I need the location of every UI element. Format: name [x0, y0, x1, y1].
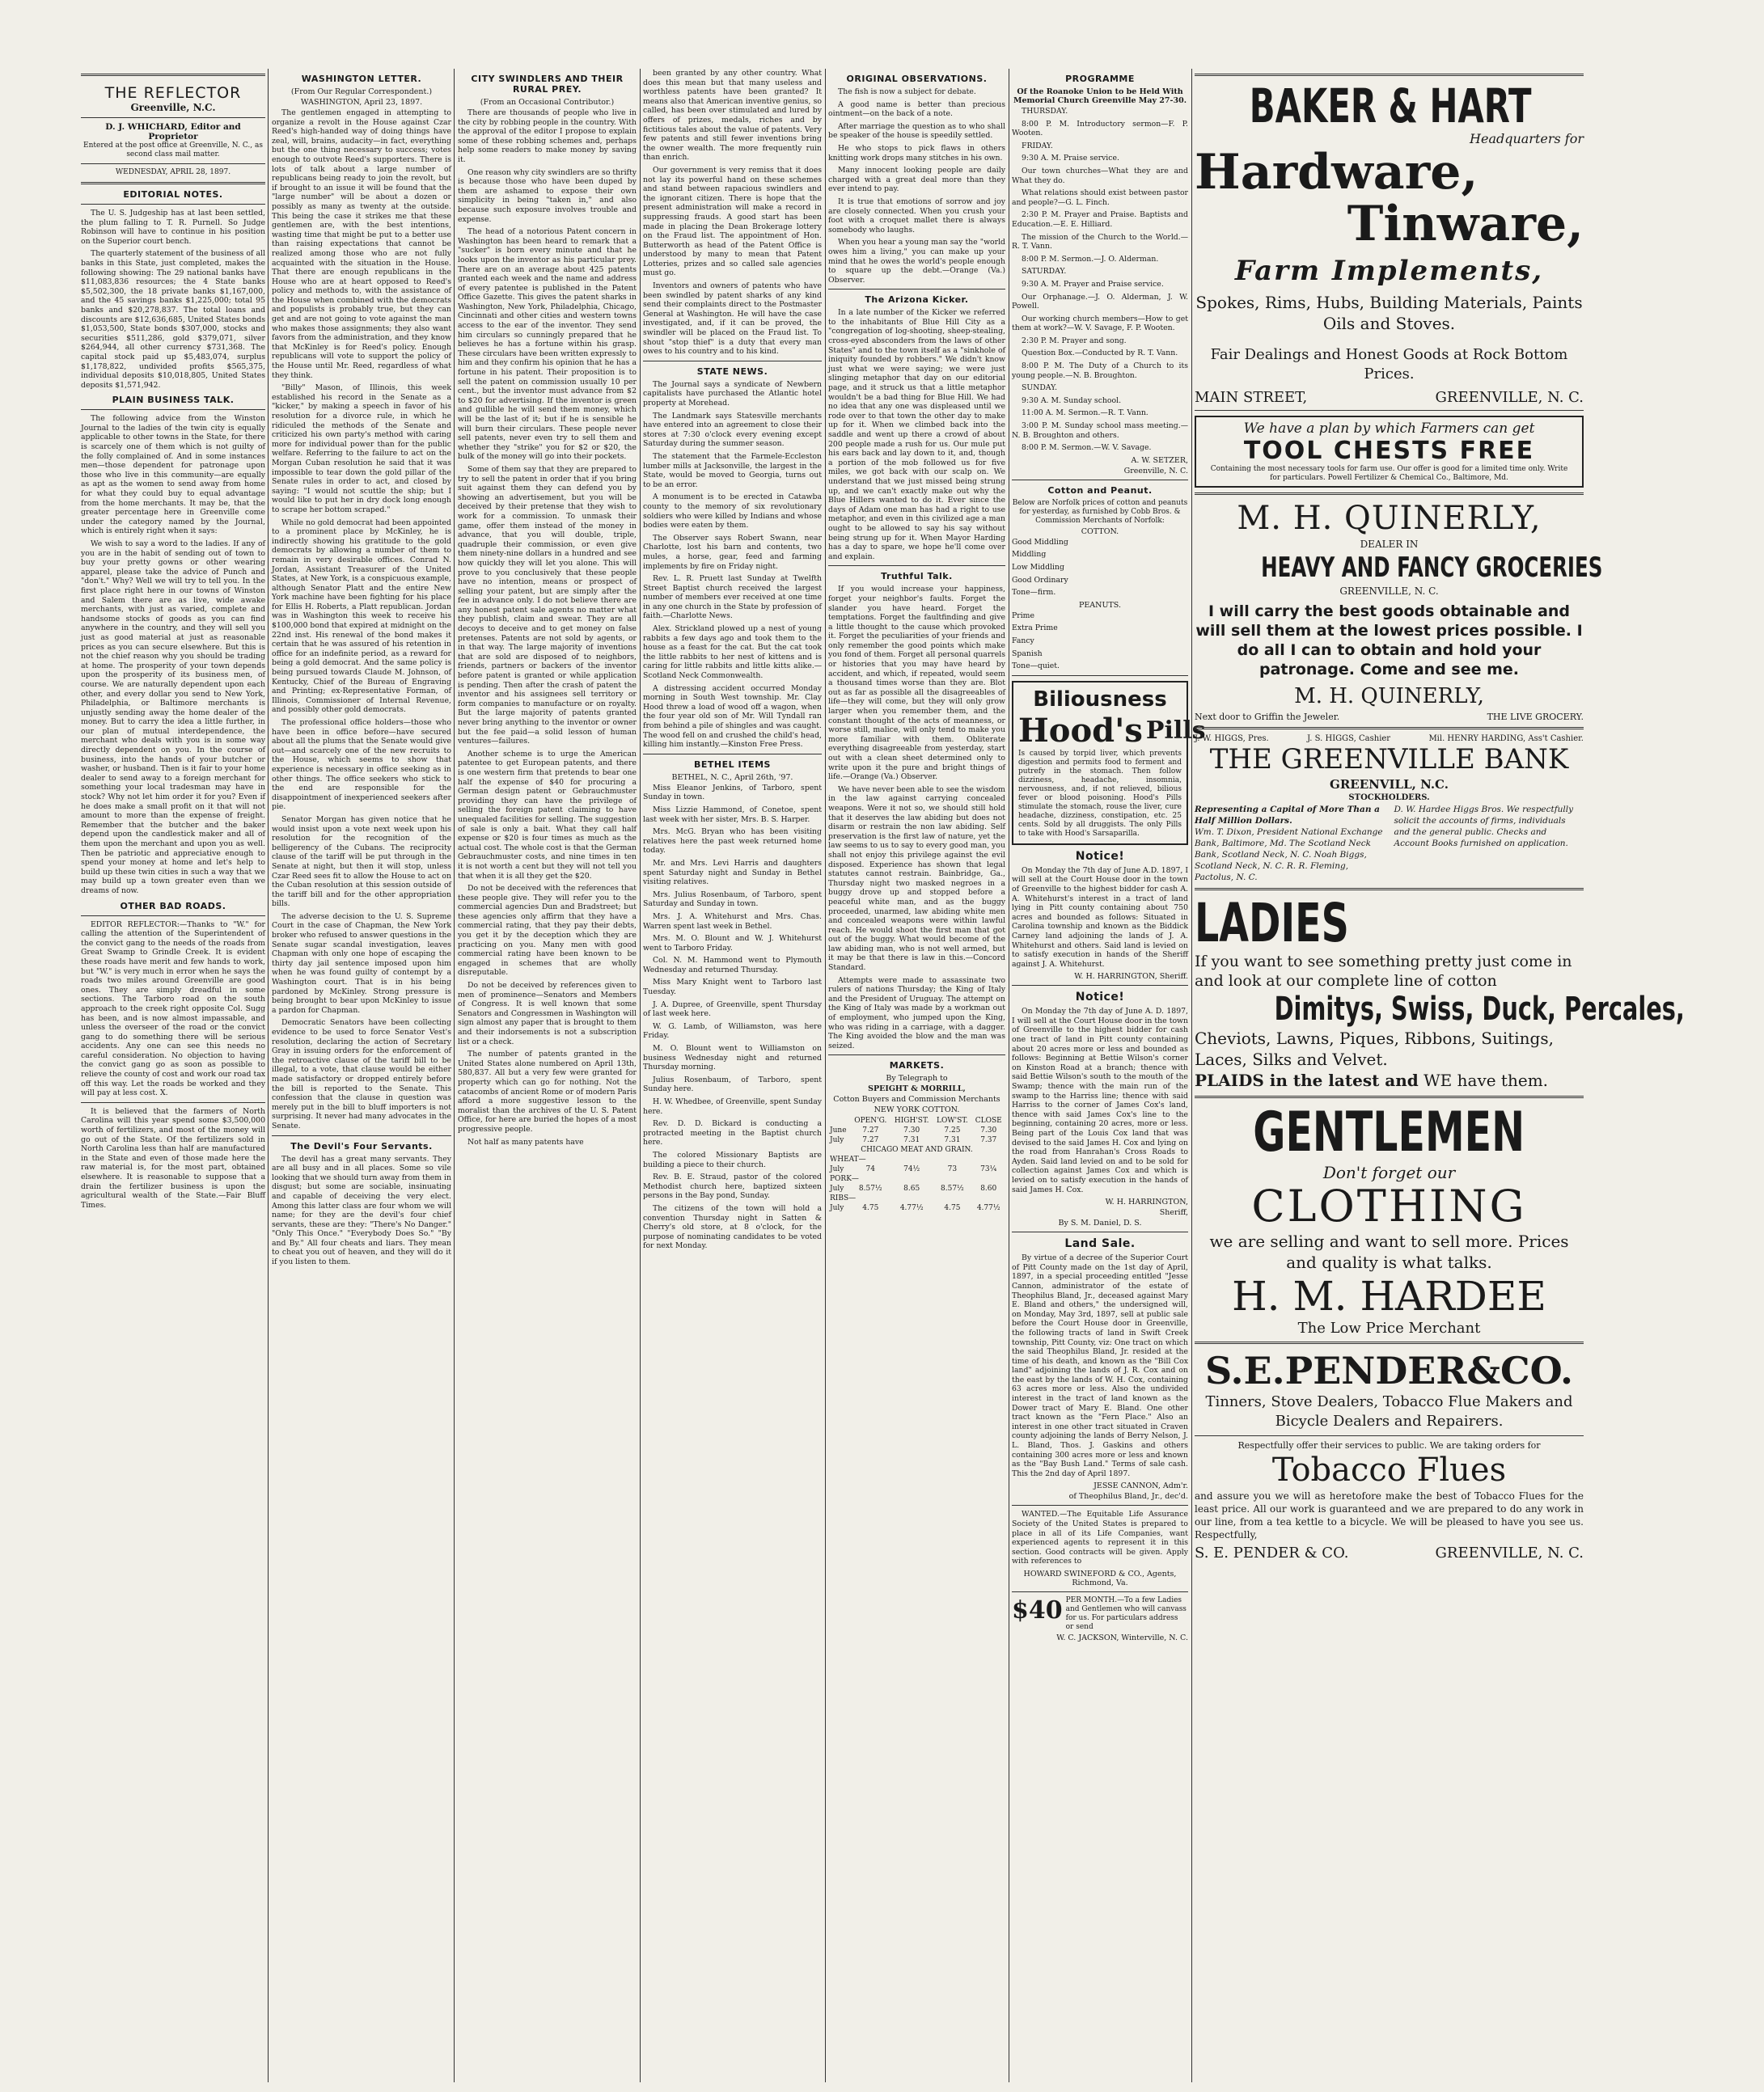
column-5: [828, 69, 1005, 1213]
paragraph: We wish to say a word to the ladies. If any of you are in the habit of sending out of town to buy your pretty gowns or other wearing apparel, please take the advice of Punch and "don't." Why? Well we will try to tell you. In the first place right here in our towns of Winston and Salem there are as live, wide awake merchants, with just as varied, complete and handsome stocks of goods as you can find anywhere in the country, and they will sell you just as good material at just as reasonable prices as you can secure elsewhere. But this is not the chief reason why you should be trading at home. The prosperity of your town depends upon the prosperity of its business men, of course. We are naturally dependent upon each other, and every dollar you send to New York, Philadelphia, or Baltimore merchants is unjustly sending away the home dealer of the money. But to carry the idea a little further, in our plan of mutual interdependence, the merchant who deals with you is in some way directly dependent on you. In the course of business, into the hands of your butcher or washer, or husband. Then is it fair to your home dealer to send away to a foreign merchant for something your local tradesman may have in stock? Why not let him order it for you? Even if he does make a small profit on it that will not amount to more than the expense of freight. Remember that the butcher and the baker depend upon the candlestick maker and all of them upon the merchant and upon you as well. Then be patriotic and appreciative enough to spend your money at home and let's help to build up these twin cities in such a way that we may build up a town greater even than we dreams of now.: [81, 539, 265, 895]
table-cell: 8.57½: [941, 1185, 964, 1194]
bank-town: GREENVILL, N.C.: [1330, 777, 1449, 792]
bethel-heading: BETHEL ITEMS: [694, 759, 771, 770]
wheat-label: WHEAT—: [830, 1156, 866, 1164]
column-6: [1012, 69, 1206, 1644]
list-item: Rev. D. D. Bickard is conducting a protracted meeting in the Baptist church here.: [643, 1119, 822, 1147]
paragraph: Do not be deceived with the references that these people give. They will refer you to the commercial agencies Dun and Bradstreet; but these agencies only affirm that they have a commercial rating, that they pay their debts, you get it by the deception which they are practicing on you. Many men with good commercial rating have been known to be engaged in schemes that are wholly disreputable.: [458, 884, 637, 978]
hoods-brand: Hood's: [1018, 711, 1143, 750]
table-cell: July: [830, 1185, 844, 1194]
cotton-heading: Cotton and Peanut.: [1047, 484, 1153, 496]
list-item: Question Box.—Conducted by R. T. Vann.: [1022, 349, 1178, 358]
masthead-editor: D. J. WHICHARD, Editor and Proprietor: [105, 122, 241, 142]
paragraph: The gentlemen engaged in attempting to organize a revolt in the House against Czar Reed's high-handed way of doing things have zeal, will, brains, audacity—in fact, everything but the one thing necessary to success; votes enough to outvote Reed's supporters. There is lots of talk about a large number of republicans being ready to join the revolt, but if brought to an issue it will be found that the "large number" will be about a dozen or possibly as many as twenty at the outside. This being the case it strikes me that these gentlemen are, with the best intentions, wasting time that might be put to a better use than raising expectations that cannot be realized among those who are not fully acquainted with the situation in the House. That there are enough republicans in the House who are at heart opposed to Reed's policy and methods to, with the assistance of the House when combined with the democrats and populists is probably true, but they can get and are not going to vote against the man who makes those assignments; they also want favors from the administration, and they know that McKinley is for Reed's policy. Enough republicans will vote to support the policy of the House until Mr. Reed, regardless of what they think.: [272, 108, 451, 380]
list-item: Extra Prime: [1012, 623, 1058, 633]
paragraph: Democratic Senators have been collecting evidence to be used to force Senator Vest's resolution, declaring the action of Secretary Gray in issuing orders for the enforcement of the retroactive clause of the tariff bill to be illegal, to a vote, that clause would be either made satisfactory or dropped entirely before the bill is reported to the Senate. This confession that the clause in question was merely put in the bill to bluff importers is not surprising. It never had many advocates in the Senate.: [272, 1018, 451, 1131]
notice1-sign: W. H. HARRINGTON, Sheriff.: [1074, 972, 1188, 982]
paragraph: "Billy" Mason, of Illinois, this week established his record in the Senate as a "kicker," by making a speech in favor of his resolution for a divorce rule, in which he ridiculed the methods of the Senate and criticized his own party's method with caring more for individual power than for the public welfare. Referring to the failure to act on the Morgan Cuban resolution he said that it was impossible to tear down the gold pillar of the Senate rules in order to act, and closed by saying: "I would not scuttle the ship; but I would like to put her in dry dock long enough to scrape her bottom scraped.": [272, 383, 451, 514]
masthead-place: Greenville, N.C.: [130, 102, 216, 113]
column-2: [272, 69, 451, 1270]
list-item: 9:30 A. M. Prayer and Praise service.: [1022, 279, 1164, 289]
quinerly-dealer: DEALER IN: [1360, 539, 1419, 550]
paragraph: The devil has a great many servants. They are all busy and in all places. Some so vile looking that we should turn away from them in disgust; but some are sociable, insinuating and capable of deceiving the very elect. Among this latter class are four whom we will name; for they are the devil's four chief servants, these are they: "There's No Danger." "Only This Once." "Everybody Does So." "By and By." All four cheats and liars. They mean to cheat you out of heaven, and they will do it if you listen to them.: [272, 1154, 451, 1267]
list-item: 9:30 A. M. Praise service.: [1022, 154, 1119, 163]
markets-table: [828, 1116, 1005, 1213]
table-cell: 7.27: [862, 1126, 879, 1135]
list-item: Mr. and Mrs. Levi Harris and daughters spent Saturday night and Sunday in Bethel visiting relatives.: [643, 858, 822, 887]
baker-hart-town: GREENVILLE, N. C.: [1435, 389, 1584, 406]
list-item: Spanish: [1012, 649, 1043, 658]
paragraph: Some of them say that they are prepared to try to sell the patent in order that if you bring suit against them they can defend you by showing an advertisement, but you will be deceived by their pretense that they wish to work for a commission. To unmask their game, offer them instead of the money in advance, that you will double, triple, quadruple their commission, or even give them ninety-nine dollars in a hundred and see how quickly they will let you alone. This will prove to you conclusively that these people have no intention, means or prospect of selling your patent, but are simply after the fee in advance only. I do not believe there are any honest patent sale agents no matter what they publish, claim and swear. They are all decoys to deceive and to get money on false pretenses. Patents are not sold by agents, or in that way. The large majority of inventions that are sold are disposed of to neighbors, friends, partners or backers of the inventor before patent is granted or while application is pending. Then after the crash of patent the inventor and his assignees sell territory or form companies to manufacture or on royalty. But the large majority of patents granted never bring anything to the inventor or owner but the fee paid—a solid lesson of human ventures—failures.: [458, 464, 637, 746]
quinerly-ad: [1195, 500, 1603, 722]
paragraph: EDITOR REFLECTOR:—Thanks to "W." for calling the attention of the Superintendent of the convict gang to the needs of the roads from Great Swamp to Grindle Creek. It is evident these roads have merit and few hands to work, but "W." is very much in error when he says the roads two miles around Greenville are good ones. They are simply dreadful in some sections. The Tarboro road on the south approach to the creek right opposite Col. Sugg has been, and is now almost impassable, and unless the overseer of the road or the convict gang to do something there will be serious accidents. Any one can see this needs no careful consideration. No objection to having the convict gang go as soon as possible to relieve the county of cost and work our road tax off this way. Let the roads be worked and they will pay at less cost. X.: [81, 919, 265, 1098]
table-header: HIGH'ST.: [894, 1117, 929, 1126]
list-item: The fish is now a subject for debate.: [838, 87, 976, 96]
list-item: He who stops to pick flaws in others knitting work drops many stitches in his own.: [828, 143, 1005, 163]
table-cell: 4.75: [944, 1204, 961, 1213]
truthful-heading: Truthful Talk.: [881, 571, 953, 582]
hoods-title: Biliousness: [1033, 687, 1167, 712]
pender-flues: Tobacco Flues: [1271, 1452, 1507, 1489]
list-item: SATURDAY.: [1022, 267, 1067, 277]
list-item: 8:00 P. M. Introductory sermon—F. P. Wooten.: [1012, 119, 1188, 138]
quinerly-sign: M. H. QUINERLY,: [1294, 684, 1484, 708]
ribs-label: RIBS—: [830, 1194, 857, 1203]
paragraph: On Monday the 7th day of June A.D. 1897, I will sell at the Court House door in the town of Greenville to the highest bidder for cash A. A. Whitehurst's interest in a tract of land lying in Pitt county containing about 750 acres and bounded as follows: Situated in Carolina township and known as the Biddick Carney land adjoining the lands of J. A. Whitehurst and others. Said land is levied on to satisfy execution in hands of the Sheriff against J. A. Whitehurst.: [1012, 865, 1188, 969]
plain-talk-heading: PLAIN BUSINESS TALK.: [112, 395, 235, 406]
paragraph: It is believed that the farmers of North Carolina will this year spend some $3,500,000 worth of fertilizers, and most of the money will go out of the State. Of the fertilizers sold in North Carolina less than half are manufactured in the State and even of those made here the raw material is, for the most part, obtained elsewhere. It is reasonable to suppose that a drain the fertilizer business is upon the agricultural wealth of the State.—Fair Bluff Times.: [81, 1106, 265, 1210]
notice1-heading: Notice!: [1075, 849, 1125, 863]
table-row: [828, 1164, 1005, 1174]
list-item: Rev. B. E. Straud, pastor of the colored Methodist church here, baptized sixteen persons in the Bay pond, Sunday.: [643, 1173, 822, 1201]
table-header: OPEN'G.: [854, 1117, 887, 1126]
swindlers-heading: CITY SWINDLERS AND THEIR RURAL PREY.: [471, 74, 624, 95]
programme-heading: PROGRAMME: [1065, 74, 1135, 84]
list-item: Mrs. J. A. Whitehurst and Mrs. Chas. Warren spent last week in Bethel.: [643, 911, 822, 931]
paragraph: The Observer says Robert Swann, near Charlotte, lost his barn and contents, two mules, a horse, gear, feed and farming implements by fire on Friday night.: [643, 533, 822, 571]
list-item: Miss Mary Knight went to Tarboro last Tuesday.: [643, 978, 822, 997]
chicago-heading: CHICAGO MEAT AND GRAIN.: [861, 1146, 973, 1155]
list-item: Mrs. McG. Bryan who has been visiting relatives here the past week returned home today.: [643, 827, 822, 856]
bad-roads-heading: OTHER BAD ROADS.: [120, 900, 226, 911]
markets-heading: MARKETS.: [889, 1060, 945, 1071]
programme-items: [1012, 107, 1188, 453]
bank-officer: Mil. HENRY HARDING, Ass't Cashier.: [1428, 734, 1584, 743]
paragraph: One reason why city swindlers are so thrifty is because those who have been duped by them are ashamed to expose their own simplicity in being "taken in," and also because such exposure involves trouble and expense.: [458, 167, 637, 224]
gentlemen-title: GENTLEMEN: [1253, 1101, 1525, 1164]
list-item: 3:00 P. M. Sunday school mass meeting.—N. B. Broughton and others.: [1012, 421, 1188, 440]
paragraph: A distressing accident occurred Monday morning in South West township. Mr. Clay Hood threw a load of wood off a wagon, when the four year old son of Mr. Will Tyndall ran from behind a pile of shingles and was caught. The wood fell on and crushed the child's head, killing him instantly.—Kinston Free Press.: [643, 683, 822, 750]
list-item: Our working church members—How to get them at work?—W. V. Savage, F. P. Wooten.: [1012, 314, 1188, 333]
paragraph: Our government is very remiss that it does not lay its powerful hand on these schemes and stand between rapacious swindlers and the ignorant citizen. There is hope that the present administration will make a record in suppressing frauds. A good start has been made in placing the Dean Brokerage lottery on the Fraud list. The appointment of Hon. Butterworth as head of the Patent Office is understood by many to mean that Patent Lotteries, prizes and so called sale agencies must go.: [643, 165, 822, 278]
list-item: It is true that emotions of sorrow and joy are closely connected. When you crush your foot with a croquet mallet there is always somebody who laughs.: [828, 197, 1005, 235]
markets-desc: Cotton Buyers and Commission Merchants: [833, 1095, 1000, 1105]
table-cell: 8.65: [903, 1185, 920, 1194]
list-item: THURSDAY.: [1022, 107, 1068, 116]
state-news-heading: STATE NEWS.: [696, 366, 768, 377]
hoods-desc: Is caused by torpid liver, which prevents digestion and permits food to ferment and putrefy in the stomach. Then follow dizziness, headache, insomnia, nervousness, and, if not relieved, bilious fever or blood poisoning. Hood's Pills stimulate the stomach, rouse the liver, cure headache, dizziness, constipation, etc. 25 cents. Sold by all druggists. The only Pills to take with Hood's Sarsaparilla.: [1018, 749, 1182, 838]
list-item: 8:00 P. M. Sermon.—J. O. Alderman.: [1022, 254, 1159, 264]
paragraph: By virtue of a decree of the Superior Court of Pitt County made on the 1st day of April, 1897, in a special proceeding entitled "Jesse Cannon, administrator of the estate of Theophilus Bland, Jr., deceased against Mary E. Bland and others," the undersigned will, on Monday, May 3rd, 1897, sell at public sale before the Court House door in Greenville, the following tracts of land in Swift Creek township, Pitt County, viz: One tract on which the said Theophilus Bland, Jr. resided at the time of his death, and known as the "Bill Cox land" adjoining the lands of J. R. Cox and on the east by the lands of W. H. Cox, containing 63 acres more or less. Also the undivided interest in the tract of land known as the Dower tract of Mary E. Bland. One other tract known as the "Fern Place." Also an interest in one other tract situated in Craven county adjoining the lands of Berry Nelson, J. L. Bland, Thos. J. Gaskins and others containing 300 acres more or less and known as the "Bay Bush Land." Terms of sale cash. This the 2nd day of April 1897.: [1012, 1253, 1188, 1478]
pender-sign: S. E. PENDER & CO.: [1195, 1545, 1349, 1562]
programme-sign-town: Greenville, N. C.: [1123, 466, 1188, 475]
column-rule: [454, 69, 455, 2082]
list-item: W. G. Lamb, of Williamston, was here Friday.: [643, 1021, 822, 1041]
programme-sub: Of the Roanoke Union to be Held With Memorial Church Greenville May 27-30.: [1013, 87, 1187, 105]
table-row: [828, 1135, 1005, 1145]
cotton-label: COTTON.: [1081, 526, 1119, 536]
pender-text: Tinners, Stove Dealers, Tobacco Flue Makers and Bicycle Dealers and Repairers.: [1205, 1393, 1573, 1430]
ladies-goods: Dimitys, Swiss, Duck, Percales,: [1274, 991, 1685, 1028]
list-item: Prime: [1012, 611, 1034, 620]
table-cell: 8.60: [980, 1185, 997, 1194]
notice2-heading: Notice!: [1075, 991, 1125, 1004]
gentlemen-sub: Don't forget our: [1322, 1163, 1456, 1182]
table-cell: July: [830, 1165, 844, 1174]
list-item: SUNDAY.: [1022, 383, 1058, 393]
tool-chest-title: TOOL CHESTS FREE: [1243, 437, 1535, 465]
tool-chest-ad: [1195, 416, 1584, 488]
bank-officer: J. S. HIGGS, Cashier: [1307, 734, 1391, 743]
land-sale-sign2: of Theophilus Bland, Jr., dec'd.: [1068, 1492, 1188, 1502]
paragraph: On Monday the 7th day of June A. D. 1897, I will sell at the Court House door in the town of Greenville to the highest bidder for cash one tract of land in Pitt county containing about 20 acres more or less and bounded as follows: Beginning at Bettie Wilson's corner on Kinston Road at a branch; thence with said Bettie Wilson's south to the mouth of the Swamp; thence with the main run of the swamp to the Harriss line; thence with said Harriss to the corner of James Cox's land, thence with said James Cox's line to the beginning, containing 20 acres, more or less. Being part of the Louis Cox land that was devised to the said James H. Cox and lying on the road from Hanrahan's Cross Roads to Ayden. Said land levied on and to be sold for collection against James Cox and which is levied on to satisfy execution in the hands of said James H. Cox.: [1012, 1007, 1188, 1194]
masthead-title: THE REFLECTOR: [104, 84, 242, 102]
pork-label: PORK—: [830, 1175, 859, 1184]
paragraph: Rev. L. R. Pruett last Sunday at Twelfth Street Baptist church received the largest number of members ever received at one time in any one church in the State by profession of faith.—Charlotte News.: [643, 574, 822, 621]
baker-hart-hardware: Hardware,: [1195, 144, 1478, 201]
notice2-sign: W. H. HARRINGTON,: [1105, 1198, 1188, 1207]
table-cell: 73: [947, 1165, 958, 1174]
table-cell: 7.30: [980, 1126, 997, 1135]
table-header: CLOSE: [975, 1117, 1002, 1126]
list-item: 11:00 A. M. Sermon.—R. T. Vann.: [1022, 408, 1149, 418]
table-cell: 7.37: [980, 1136, 997, 1145]
paragraph: been granted by any other country. What does this mean but that many useless and worthless patents have been granted? It means also that American inventive genius, so called, has been over stimulated and lured by offers of prizes, medals, riches and by fictitious tales about the value of patents. Very few patents and still fewer inventions bring the owner wealth. The more frequently ruin than enrich.: [643, 69, 822, 163]
ladies-title: LADIES: [1195, 892, 1349, 954]
pender-solicit: Respectfully offer their services to public. We are taking orders for: [1237, 1440, 1541, 1451]
notice2-by: By S. M. Daniel, D. S.: [1058, 1219, 1142, 1228]
list-item: FRIDAY.: [1022, 141, 1053, 150]
washington-from: (From Our Regular Correspondent.): [290, 87, 433, 96]
column-1: [81, 69, 265, 1213]
wanted-ad: WANTED.—The Equitable Life Assurance Society of the United States is prepared to place in all of its Life Companies, want experienced agents to represent it in this section. Good contracts will be given. Apply with references to: [1012, 1510, 1188, 1566]
land-sale-heading: Land Sale.: [1064, 1237, 1136, 1251]
column-rule: [640, 69, 641, 2082]
baker-hart-ad: [1195, 78, 1584, 406]
gentlemen-clothing: CLOTHING: [1251, 1181, 1527, 1232]
washington-heading: WASHINGTON LETTER.: [301, 74, 422, 84]
bank-capital: Representing a Capital of More Than a Half Million Dollars.: [1195, 805, 1380, 826]
table-cell: 74½: [903, 1165, 920, 1174]
forty-amount: $40: [1012, 1595, 1063, 1625]
table-cell: 7.30: [903, 1126, 920, 1135]
list-item: Our town churches—What they are and What they do.: [1012, 166, 1188, 185]
list-item: Col. N. M. Hammond went to Plymouth Wednesday and returned Thursday.: [643, 956, 822, 974]
list-item: A good name is better than precious ointment—on the back of a note.: [828, 99, 1005, 119]
list-item: Many innocent looking people are daily charged with a great deal more than they ever intend to pay.: [828, 166, 1005, 194]
programme-sign: A. W. SETZER,: [1131, 455, 1188, 465]
editorial-heading: EDITORIAL NOTES.: [123, 189, 223, 200]
quinerly-town: GREENVILLE, N. C.: [1339, 585, 1439, 597]
peanut-label: PEANUTS.: [1078, 600, 1122, 610]
paragraph: Senator Morgan has given notice that he would insist upon a vote next week upon his resolution for the recognition of the belligerency of the Cubans. The reciprocity clause of the tariff will be put through in the Senate at night, but then it will stop, unless Czar Reed sees fit to allow the House to act on the Cuban resolution at this session outside of the tariff bill and for the other appropriation bills.: [272, 814, 451, 909]
table-cell: 7.25: [944, 1126, 961, 1135]
table-cell: 7.27: [862, 1136, 879, 1145]
column-3: [458, 69, 637, 1150]
paragraph: The Journal says a syndicate of Newbern capitalists have purchased the Atlantic hotel property at Morehead.: [643, 379, 822, 408]
list-item: What relations should exist between pastor and people?—G. L. Finch.: [1012, 188, 1188, 207]
bank-stockholders: STOCKHOLDERS.: [1348, 793, 1430, 802]
table-row: [828, 1126, 1005, 1135]
paragraph: The professional office holders—those who have been in office before—have secured about all the plums that the Senate would give out—and scarcely one of the new recruits to the House, which seems to show that experience is necessary in office seeking as in other things. The office seekers who stick to the end are responsible for the disappointment of inexperienced seekers after pie.: [272, 718, 451, 812]
list-item: Miss Eleanor Jenkins, of Tarboro, spent Sunday in town.: [643, 783, 822, 802]
hoods-pills: Pills: [1145, 716, 1206, 745]
list-item: Middling: [1012, 550, 1047, 560]
column-rule: [1191, 69, 1192, 2082]
table-cell: July: [830, 1204, 844, 1213]
table-cell: 7.31: [903, 1136, 920, 1145]
list-item: H. W. Whedbee, of Greenville, spent Sunday here.: [643, 1097, 822, 1116]
forty-text: PER MONTH.—To a few Ladies and Gentlemen who will canvass for us. For particulars address or send: [1065, 1595, 1187, 1631]
ladies-end: WE have them.: [1423, 1071, 1549, 1090]
forty-ad: [1012, 1596, 1188, 1632]
list-item: 9:30 A. M. Sunday school.: [1022, 395, 1122, 405]
baker-hart-tinware: Tinware,: [1347, 196, 1584, 252]
tool-chest-line3: Containing the most necessary tools for farm use. Our offer is good for a limited time only. Write for particulars. Powell Fertilizer & Chemical Co., Baltimore, Md.: [1210, 465, 1568, 482]
editorial-body: [81, 209, 265, 390]
hardee-tag: The Low Price Merchant: [1297, 1320, 1481, 1337]
ads-column: [1195, 69, 1685, 1562]
list-item: 8:00 P. M. Sermon.—W. V. Savage.: [1022, 443, 1152, 453]
list-item: Tone—quiet.: [1012, 661, 1060, 671]
baker-hart-sub: Headquarters for: [1470, 131, 1584, 146]
list-item: The colored Missionary Baptists are building a piece to their church.: [643, 1150, 822, 1169]
ladies-text: If you want to see something pretty just come in and look at our complete line of cotton: [1195, 953, 1572, 990]
list-item: J. A. Dupree, of Greenville, spent Thursday of last week here.: [643, 1000, 822, 1019]
paragraph: While no gold democrat had been appointed to a prominent place by McKinley, he is indirectly showing his gratitude to the gold democrats by allowing a number of them to remain in very desirable offices. Conrad N. Jordan, Assistant Treasurer of the United States, at New York, is a conspicuous example, although Senator Platt and the entire New York machine have been fighting for his place for Ellis H. Roberts, a Platt republican. Jordan was in Washington this week to receive his $100,000 bond that expired at midnight on the 22nd inst. His renewal of the bond makes it certain that he was assured of his retention in office for an indefinite period, as a reward for being a gold democrat. And the same policy is being pursued towards Claude M. Johnson, of Kentucky, Chief of the Bureau of Engraving and Printing; ex-Representative Forman, of Illinois, Commissioner of Internal Revenue, and possibly other gold democrats.: [272, 518, 451, 715]
paragraph: Attempts were made to assassinate two rulers of nations Thursday; the King of Italy and the President of Uruguay. The attempt on the King of Italy was made by a workman out of employment, who jumped upon the King, who was riding in a carriage, with a dagger. The King avoided the blow and the man was seized.: [828, 975, 1005, 1050]
table-header: LOW'ST.: [937, 1117, 968, 1126]
column-rule: [825, 69, 826, 2082]
pender-name: S.E.PENDER&CO.: [1204, 1349, 1574, 1393]
baker-hart-farm: Farm Implements,: [1234, 255, 1544, 287]
notice2-sign-title: Sheriff,: [1159, 1208, 1188, 1218]
quinerly-foot-left: Next door to Griffin the Jeweler.: [1195, 712, 1340, 722]
table-cell: 4.75: [862, 1204, 879, 1213]
gentlemen-ad: [1195, 1103, 1584, 1337]
ladies-goods2: Cheviots, Lawns, Piques, Ribbons, Suitings, Laces, Silks and Velvet.: [1195, 1029, 1554, 1069]
paragraph: There are thousands of people who live in the city by robbing people in the country. With the approval of the editor I propose to explain some of these robbing schemes and, perhaps help some readers to make money by saving it.: [458, 108, 637, 164]
list-item: 2:30 P. M. Prayer and song.: [1022, 336, 1127, 345]
list-item: M. O. Blount went to Williamston on business Wednesday night and returned Thursday morning.: [643, 1044, 822, 1072]
paragraph: A monument is to be erected in Catawba county to the memory of six revolutionary soldiers who were killed by Indians and whose bodies were eaten by them.: [643, 492, 822, 530]
bank-left: Wm. T. Dixon, President National Exchange Bank, Baltimore, Md. The Scotland Neck Bank, Scotland Neck, N. C. Noah Biggs, Scotland Neck, N. C. R. R. Fleming, Pactolus, N. C.: [1195, 827, 1383, 882]
markets-by: By Telegraph to: [886, 1074, 948, 1084]
paragraph: The following advice from the Winston Journal to the ladies of the twin city is equally applicable to other towns in the State, for there is scarcely one of them which is not guilty of the folly complained of. And in some instances men—those dependent for patronage upon those who live in this community—are equally as apt as the women to send away from home for what they could buy to equal advantage from the home merchants. It may be, that the greater percentage here in Greenville come under the category named by the Journal, which is entirely right when it says:: [81, 414, 265, 536]
markets-firm: SPEIGHT & MORRILL,: [868, 1084, 966, 1094]
cotton-list: [1012, 538, 1188, 598]
baker-hart-fair: Fair Dealings and Honest Goods at Rock Bottom Prices.: [1210, 346, 1568, 382]
paragraph: We have never been able to see the wisdom in the law against carrying concealed weapons. Were it not so, we should still hold that it deserves the law abiding but does not disarm or restrain the non law abiding. Self preservation is the first law of nature, yet the law seems to us to say to every good man, you shall not enjoy this privilege against the evil disposed. Experience has shown that legal statutes cannot restrain. Bainbridge, Ga., Thursday night two masked negroes in a buggy drove up and stopped before a peaceful white man, and as the buggy proceeded, unarmed, law abiding white men and concealed weapons were within lawful reach. He would shoot the first man that got out of the buggy. What would become of the law abiding man, who is not well armed, but it may be that there is law in this.—Concord Standard.: [828, 784, 1005, 973]
table-cell: 4.77½: [976, 1204, 1000, 1213]
table-cell: July: [830, 1136, 844, 1145]
paragraph: The adverse decision to the U. S. Supreme Court in the case of Chapman, the New York broker who refused to answer questions in the Senate sugar scandal investigation, leaves Chapman with only one hope of escaping the thirty day jail sentence imposed upon him when he was found guilty of contempt by a Washington court. That is in his being pardoned by McKinley. Strong pressure is being brought to bear upon McKinley to issue a pardon for Chapman.: [272, 911, 451, 1015]
column-rule: [268, 69, 269, 2082]
list-item: The citizens of the town will hold a convention Thursday night in Satten & Cherry's old store, at 8 o'clock, for the purpose of nominating candidates to be voted for next Monday.: [643, 1203, 822, 1251]
list-item: When you hear a young man say the "world owes him a living," you can make up your mind that he owes the world's people enough to square up the debt.—Orange (Va.) Observer.: [828, 238, 1005, 285]
paragraph: Not half as many patents have: [467, 1137, 584, 1147]
ladies-plaids: PLAIDS in the latest and: [1195, 1071, 1419, 1090]
tool-chest-line1: We have a plan by which Farmers can get: [1243, 421, 1535, 437]
quinerly-goods: HEAVY AND FANCY GROCERIES: [1261, 552, 1603, 584]
table-row: [828, 1203, 1005, 1213]
forty-sign: W. C. JACKSON, Winterville, N. C.: [1056, 1633, 1188, 1642]
baker-hart-street: MAIN STREET,: [1195, 389, 1308, 406]
table-cell: 8.57½: [858, 1185, 882, 1194]
paragraph: Alex. Strickland plowed up a nest of young rabbits a few days ago and took them to the house as a feast for the cat. But the cat took the little rabbits to her nest of kittens and is caring for little rabbits and little kitts alike.—Scotland Neck Commonwealth.: [643, 624, 822, 681]
paragraph: The U. S. Judgeship has at last been settled, the plum falling to T. R. Purnell. So Judge Robinson will have to continue in his position on the Superior court bench.: [81, 209, 265, 246]
hardee-name: H. M. HARDEE: [1232, 1273, 1546, 1320]
baker-hart-spokes: Spokes, Rims, Hubs, Building Materials, Paints Oils and Stoves.: [1195, 293, 1583, 333]
peanut-list: [1012, 611, 1188, 671]
paragraph: The statement that the Farmele-Eccleston lumber mills at Jacksonville, the largest in the State, would be moved to Georgia, turns out to be an error.: [643, 451, 822, 489]
paragraph: The number of patents granted in the United States alone numbered on April 13th, 580,837. All but a very few were granted for property which can go for nothing. Not the catacombs of ancient Rome or of modern Paris afford a more suggestive lesson to the moralist than the archives of the U. S. Patent Office, for here are buried the hopes of a most progressive people.: [458, 1050, 637, 1134]
table-cell: June: [830, 1126, 847, 1135]
table-cell: 74: [865, 1165, 875, 1174]
ny-cotton-heading: NEW YORK COTTON.: [874, 1105, 960, 1115]
list-item: Good Ordinary: [1012, 575, 1068, 585]
paragraph: Another scheme is to urge the American patentee to get European patents, and there is one western firm that pretends to bear one half the expense of $40 for procuring a German design patent or Gebrauchmuster providing they can have the privilege of selling the foreign patent claiming to have unequaled facilities for selling. The suggestion of sale is only a bait. What they call half expense or $20 is four times as much as the actual cost. The whole cost is that the German Gebrauchmuster costs, and nine times in ten it is not worth a cent but they will not tell you that when it is all they get the $20.: [458, 749, 637, 881]
bethel-items: [643, 784, 822, 1251]
bank-ad: [1195, 734, 1584, 883]
table-cell: 4.77½: [899, 1204, 924, 1213]
list-item: Miss Lizzie Hammond, of Conetoe, spent last week with her sister, Mrs. B. S. Harper.: [643, 805, 822, 824]
baker-hart-name: BAKER & HART: [1249, 78, 1532, 133]
kicker-heading: The Arizona Kicker.: [865, 294, 969, 306]
masthead-entered: Entered at the post office at Greenville, N. C., as second class mail matter.: [83, 142, 263, 158]
masthead-date: WEDNESDAY, APRIL 28, 1897.: [115, 168, 231, 176]
table-cell: 7.31: [944, 1136, 961, 1145]
gentlemen-text: we are selling and want to sell more. Prices and quality is what talks.: [1209, 1232, 1569, 1272]
cotton-sub: Below are Norfolk prices of cotton and peanuts for yesterday, as furnished by Cobb Bros. & Commission Merchants of Norfolk:: [1012, 498, 1188, 525]
bank-officer: J. W. HIGGS, Pres.: [1195, 734, 1269, 743]
washington-dateline: WASHINGTON, April 23, 1897.: [300, 98, 423, 107]
list-item: 8:00 P. M. The Duty of a Church to its young people.—N. B. Broughton.: [1012, 361, 1188, 380]
newspaper-page: [81, 69, 1685, 2082]
wanted-sign: HOWARD SWINEFORD & CO., Agents, Richmond, Va.: [1023, 1569, 1177, 1587]
bethel-dateline: BETHEL, N. C., April 26th, '97.: [671, 772, 793, 782]
ladies-ad: [1195, 892, 1685, 1091]
observations-items: [828, 87, 1005, 285]
table-cell: 73¼: [980, 1165, 997, 1174]
list-item: Julius Rosenbaum, of Tarboro, spent Sunday here.: [643, 1075, 822, 1094]
pender-town: GREENVILLE, N. C.: [1435, 1545, 1584, 1562]
column-4: [643, 69, 822, 1254]
list-item: Mrs. Julius Rosenbaum, of Tarboro, spent Saturday and Sunday in town.: [643, 890, 822, 909]
land-sale-sign: JESSE CANNON, Adm'r.: [1094, 1481, 1188, 1491]
quinerly-text: I will carry the best goods obtainable and will sell them at the lowest prices possible. I do all I can to obtain and hold your patronage. Come and see me.: [1195, 602, 1583, 678]
list-item: After marriage the question as to who shall be speaker of the house is speedily settled.: [828, 121, 1005, 141]
list-item: Low Middling: [1012, 563, 1064, 572]
pender-ad: [1195, 1349, 1584, 1562]
list-item: Tone—firm.: [1012, 588, 1056, 598]
bank-right: D. W. Hardee Higgs Bros. We respectfully solicit the accounts of firms, individuals and the general public. Checks and Account Books furnished on application.: [1394, 805, 1574, 848]
swindlers-from: (From an Occasional Contributor.): [480, 98, 615, 107]
paragraph: In a late number of the Kicker we referred to the inhabitants of Blue Hill City as a "congregation of log-shooting, sheep-stealing, cross-eyed absconders from the laws of other States" and to the town itself as a "sinkhole of iniquity founded by robbers." We didn't know just what we were saying; we were just slinging metaphor that day on our editorial page, and it struck us that a little metaphor wouldn't be a bad thing for Blue Hill. We had no idea that any one was displeased until we rode over to that town the other day to make up for it. When we climbed back into the saddle and went up there a crowd of about 200 people made a rush for us. Our mule put his ears back and lay down to it, and, though a portion of the mob followed us for five miles, we got back with our scalp on. We understand that we just missed being strung up, and we can't exactly make out why the Blue Hillers wanted to do it. Ever since the days of Adam one man has had a right to use metaphor, and even in this civilized age a man ought to be allowed to say his say without being strung up for it. When Mayor Harding has a day to spare, we hope he'll come over and explain.: [828, 308, 1005, 561]
paragraph: The quarterly statement of the business of all banks in this State, just completed, makes the following showing: The 29 national banks have $11,083,836 resources; the 4 State banks $5,502,300, the 18 private banks $1,167,000, and the 45 savings banks $1,225,000; total 95 banks and $20,278,837. The total loans and discounts are $12,636,685, United States bonds $1,053,500, State bonds $307,000, stocks and securities $511,286, gold $379,071, silver $264,944, all other currency $731,368. The capital stock paid up $5,483,074, surplus $1,178,822, undivided profits $565,375, individual deposits $10,018,805, United States deposits $1,571,942.: [81, 249, 265, 390]
paragraph: Inventors and owners of patents who have been swindled by patent sharks of any kind send their complaints direct to the Postmaster General at Washington. He will have the case investigated, and, if it can be proved, the swindler will be placed on the Fraud list. To shout "stop thief" is a duty that every man owes to his country and to his kind.: [643, 281, 822, 357]
hoods-ad: [1012, 681, 1206, 845]
list-item: The mission of the Church to the World.—R. T. Vann.: [1012, 232, 1188, 251]
paragraph: The Landmark says Statesville merchants have entered into an agreement to close their stores at 7:30 o'clock every evening except Saturday during the summer season.: [643, 411, 822, 449]
devils-heading: The Devil's Four Servants.: [290, 1140, 433, 1152]
paragraph: Do not be deceived by references given to men of prominence—Senators and Members of Congress. It is well known that some Senators and Congressmen in Washington will sign almost any paper that is brought to them and their indorsements is not a subscription list or a check.: [458, 981, 637, 1046]
list-item: 2:30 P. M. Prayer and Praise. Baptists and Education.—E. E. Hilliard.: [1012, 210, 1188, 229]
list-item: Mrs. M. O. Blount and W. J. Whitehurst went to Tarboro Friday.: [643, 934, 822, 953]
observations-heading: ORIGINAL OBSERVATIONS.: [846, 74, 988, 84]
table-header: [828, 1116, 851, 1126]
list-item: Our Orphanage.—J. O. Alderman, J. W. Powell.: [1012, 292, 1188, 311]
paragraph: The head of a notorious Patent concern in Washington has been heard to remark that a "sucker" is born every minute and that he looks upon the inventor as his particular prey. There are on an average about 425 patents granted each week and the name and address of every patentee is published in the Patent Office Gazette. This gives the patent sharks in Washington, New York, Philadelphia, Chicago, Cincinnati and other cities and western towns access to the ear of the inventor. They send him circulars so cunningly prepared that he believes he has a fortune within his grasp. These circulars have been written expressly to him and they confirm his opinion that he has a fortune in his patent. Their proposition is to sell the patent on commission usually 10 per cent., but the inventor must advance from $2 to $20 for advertising. If the inventor is green and gullible he will send them money, which will be the last of it; but if he is sensible he will burn their circulars. These people never sell patents, never even try to sell them and whether they "strike" you for $2 or $20, the bulk of the money will go into their pockets.: [458, 227, 637, 462]
quinerly-name: M. H. QUINERLY,: [1237, 500, 1542, 537]
pender-body: and assure you we will as heretofore make the best of Tobacco Flues for the least price. All our work is guaranteed and we are prepared to do any work in our line, from a tea kettle to a bicycle. We will be pleased to have you see us. Respectfully,: [1195, 1490, 1584, 1540]
bank-name: THE GREENVILLE BANK: [1209, 743, 1569, 776]
table-row: [828, 1184, 1005, 1194]
list-item: Fancy: [1012, 636, 1034, 645]
paragraph: If you would increase your happiness, forget your neighbor's faults. Forget the slander you have heard. Forget the temptations. Forget the faultfinding and give a little thought to the cause which provoked it. Forget the peculiarities of your friends and only remember the good points which make you fond of them. Forget all personal quarrels or histories that you may have heard by accident, and which, if repeated, would seem a thousand times worse than they are. Blot out as far as possible all the disagreeables of life—they will come, but they will only grow larger when you remember them, and the constant thought of the acts of meanness, or worse still, malice, will only tend to make you more familiar with them. Obliterate everything disagreeable from yesterday, start out with a clean sheet determined only to write upon it the pure and bright things of life.—Orange (Va.) Observer.: [828, 585, 1005, 782]
table-header-row: [828, 1116, 1005, 1126]
list-item: Good Middling: [1012, 537, 1068, 547]
quinerly-foot-right: THE LIVE GROCERY.: [1487, 712, 1584, 722]
